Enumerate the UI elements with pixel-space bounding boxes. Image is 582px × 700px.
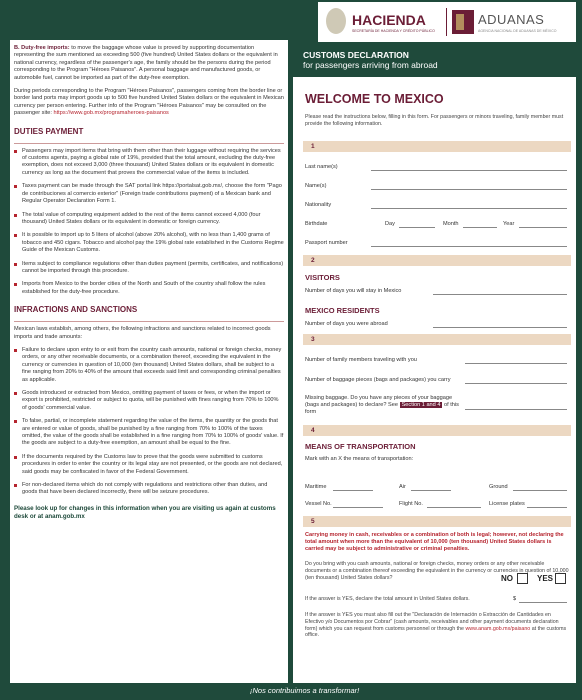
month-field[interactable] <box>463 227 497 228</box>
welcome-heading: WELCOME TO MEXICO <box>305 92 444 106</box>
section-4-number: 4 <box>311 427 315 434</box>
no-label: NO <box>501 574 513 583</box>
vessel-label: Vessel No. <box>305 501 332 507</box>
final-end: at the customs office. <box>305 625 567 639</box>
goods-after: of this form <box>305 402 459 415</box>
baggage-field[interactable] <box>465 383 567 384</box>
nationality-label: Nationality <box>305 202 332 208</box>
left-border <box>0 0 10 700</box>
final-link[interactable]: www.anam.gob.mx/paisano <box>465 625 531 632</box>
maritime-label: Maritime <box>305 484 327 490</box>
hacienda-logo <box>326 8 436 38</box>
duties-bullet: It is possible to import up to 5 liters of alcohol (above 20% alcohol), with no less than 1,400 grams of tobacco and 450 cigars. Tobacco and alcohol pay the 19% global rate established in the Customs Regime Guide of the Mexican Customs. <box>14 232 284 254</box>
section-1-number: 1 <box>311 143 315 150</box>
visitors-heading: VISITORS <box>305 273 340 282</box>
family-label: Number of family members traveling with you <box>305 357 417 363</box>
visitors-days-field[interactable] <box>433 294 567 295</box>
plates-label: License plates <box>489 501 525 507</box>
program-text: During periods corresponding to the Program "Héroes Paisanos", passengers coming from the border line or border land ports may import goods up to 500 five hundred United States dollars or the equivalent in Mexican currency per person entering. Further info of the Program "Héroes Paisanos" may be consulted on the passenger site: <box>14 88 284 117</box>
duties-bullet: Taxes payment can be made through the SAT portal link https://portalsat.gob.mx/, choose the form "Pago de contribuciones al comercio exterior" (Foreign trade contributions payment) of a Mexican bank and Regular Operator Declaration Form 1. <box>14 183 284 205</box>
duties-divider <box>14 143 284 144</box>
residents-days-label: Number of days you were abroad <box>305 321 388 327</box>
passport-field[interactable] <box>371 246 567 247</box>
duties-bullet: Items subject to compliance regulations other than duties payment (permits, certificates, and notifications) cannot be imported through this procedure. <box>14 261 284 276</box>
names-label: Name(s) <box>305 183 327 189</box>
duties-heading: DUTIES PAYMENT <box>14 126 84 136</box>
nationality-field[interactable] <box>371 208 567 209</box>
program-link[interactable]: https://www.gob.mx/programaheroes-paisanos <box>53 110 169 117</box>
air-label: Air <box>399 484 406 490</box>
right-border <box>576 0 582 700</box>
yes-checkbox[interactable] <box>555 573 566 584</box>
residents-heading: MEXICO RESIDENTS <box>305 306 380 315</box>
section-4-bar <box>303 425 571 436</box>
year-label: Year <box>503 221 515 227</box>
infractions-bullet: To false, partial, or incomplete statement regarding the value of the items, the quantity or the goods that are entered or value of goods, shall be punished by a fine ranging from 70% to 100% of the taxes omitted, the value of the goods shall be established in a fine ranging from 70% to 100% of goods' value. If the goods are subject to a duty-free exemption, an amount shall be equal to the fine. <box>14 418 284 448</box>
goods-label <box>305 395 465 416</box>
footer-slogan: ¡Nos contribuimos a transformar! <box>250 686 360 695</box>
infractions-divider <box>14 321 284 322</box>
section-2-bar <box>303 255 571 266</box>
aduanas-subtitle: AGENCIA NACIONAL DE ADUANAS DE MÉXICO <box>478 29 557 33</box>
amount-field[interactable] <box>519 602 567 603</box>
birthdate-label: Birthdate <box>305 221 328 227</box>
closing-note: Please look up for changes in this information when you are visiting us again at customs desk or at anam.gob.mx <box>14 504 276 520</box>
maritime-field[interactable] <box>333 490 373 491</box>
infractions-intro: Mexican laws establish, among others, the following infractions and sanctions related to incorrect goods imports and trade amounts: <box>14 326 271 340</box>
passport-label: Passport number <box>305 240 348 246</box>
dollar-sign: $ <box>513 596 517 602</box>
section-2-number: 2 <box>311 257 315 264</box>
dutyfree-title: B. Duty-free imports: <box>14 45 70 51</box>
land-label: Ground <box>489 484 508 490</box>
day-field[interactable] <box>399 227 435 228</box>
section-5-number: 5 <box>311 518 315 525</box>
family-field[interactable] <box>465 363 567 364</box>
transport-heading: MEANS OF TRANSPORTATION <box>305 442 416 451</box>
duties-bullet: The total value of computing equipment added to the rest of the items cannot exceed 4,000 (four thousand) United States dollars or its equivalent in domestic or foreign currency. <box>14 212 284 227</box>
infractions-bullet: Failure to declare upon entry to or exit from the country cash amounts, national or foreign checks, money orders, or any other receivable documents, or a combination thereof, exceeding the equivalent in the currency or currencies in question of 10,000 (ten thousand) United States dollars, shall be subject to a fine ranging from 20% to 40% of the amount that exceeds said limit and corresponding criminal penalties as applicable. <box>14 347 284 384</box>
final-text: If the answer is YES you must also fill out the "Declaración de Internación o Extracción de Cantidades en Efectivo y/o Documentos por Cobrar" (cash amounts, receivables and other payment documents declaration form) which you can request from customs personnel or through the <box>305 612 559 632</box>
hacienda-title: HACIENDA <box>352 12 426 28</box>
cash-warning: Carrying money in cash, receivables or a combination of both is legal; however, not declaring the total amount when more than the equivalent of 10,000 (ten thousand) United States dollars is carried may be subject to administrative or criminal penalties. <box>305 532 564 552</box>
aduanas-logo <box>452 8 572 38</box>
program-paragraph <box>14 88 284 118</box>
infractions-bullet: If the documents required by the Customs law to prove that the goods were submitted to customs procedures in order to enter the country or its legal stay are not presented, or the goods are not declared, said goods may be confiscated in favor of the Federal Government. <box>14 454 284 476</box>
vessel-field[interactable] <box>333 507 383 508</box>
form-title: CUSTOMS DECLARATION <box>303 50 409 60</box>
dutyfree-paragraph <box>14 45 284 82</box>
form-header <box>293 44 576 77</box>
baggage-label: Number of baggage pieces (bags and packages) you carry <box>305 377 451 383</box>
last-name-label: Last name(s) <box>305 164 338 170</box>
last-name-field[interactable] <box>371 170 567 171</box>
section-3-number: 3 <box>311 336 315 343</box>
air-field[interactable] <box>411 490 451 491</box>
names-field[interactable] <box>371 189 567 190</box>
final-instructions <box>305 612 570 639</box>
flight-label: Flight No. <box>399 501 423 507</box>
dutyfree-text: to move the baggage whose value is proved by supporting documentation representing the sum mentioned as exceeding 500 (five hundred) United States dollars or the equivalent in national currency, regardless of the passenger's age, the family should be the persons during the period corresponding to the Program "Héroes Paisanos". A personal baggage and manufactured goods, or automobile fuel, cannot be imported as part of the duty-free exemption. <box>14 45 278 81</box>
logo-bar <box>318 2 576 42</box>
infractions-bullet: Goods introduced or extracted from Mexico, omitting payment of taxes or fees, or when the import or export is prohibited, restricted or subject to quota, will be punished with fines ranging from 70% to 100% of goods' commercial value. <box>14 390 284 412</box>
flight-field[interactable] <box>427 507 481 508</box>
no-checkbox[interactable] <box>517 573 528 584</box>
section-3-bar <box>303 334 571 345</box>
infractions-heading: INFRACTIONS AND SANCTIONS <box>14 305 138 315</box>
form-subtitle: for passengers arriving from abroad <box>303 60 438 70</box>
day-label: Day <box>385 221 395 227</box>
bottom-band <box>0 683 582 700</box>
infractions-bullet: For non-declared items which do not comply with regulations and restrictions other than duties, and goods that have been declared incorrectly, there will be seizure procedures. <box>14 482 284 497</box>
visitors-days-label: Number of days you will stay in Mexico <box>305 288 402 294</box>
duties-bullet: Passengers may import items that bring with them other than their luggage without requiring the services of customs agents, paying a global rate of 19%, provided that the total amount, excluding the duty-free exemption, does not exceed 3,000 (three thousand) United States dollars or its equivalent in domestic currency as long as the document that proves the commercial value of the items is included. <box>14 148 284 178</box>
goods-highlight: Section 1 and 4 <box>401 402 441 408</box>
coat-of-arms-icon <box>326 8 346 34</box>
transport-instructions: Mark with an X the means of transportation: <box>305 456 414 462</box>
section-5-bar <box>303 516 571 527</box>
residents-days-field[interactable] <box>433 327 567 328</box>
land-field[interactable] <box>513 490 567 491</box>
cash-question: Do you bring with you cash amounts, national or foreign checks, money orders or any other receivable documents or a combination thereof exceeding the equivalent in the currency or currencies in question of 10,000 (ten thousand) United States dollars? <box>305 561 569 581</box>
hacienda-subtitle: SECRETARÍA DE HACIENDA Y CRÉDITO PÚBLICO <box>352 29 435 33</box>
year-field[interactable] <box>519 227 567 228</box>
amount-instructions: If the answer is YES, declare the total amount in United States dollars. <box>305 596 470 602</box>
month-label: Month <box>443 221 459 227</box>
aduanas-mark-accent <box>456 14 464 30</box>
section-1-bar <box>303 141 571 152</box>
aduanas-title: ADUANAS <box>478 12 545 27</box>
duties-bullet: Imports from Mexico to the border cities of the North and South of the country shall follow the rules established for the duty-free procedure. <box>14 281 284 296</box>
declaration-form <box>293 44 576 683</box>
goods-text: Missing baggage. Do you have any pieces of your baggage (bags and packages) to declare? <box>305 395 453 408</box>
yes-label: YES <box>537 574 554 583</box>
plates-field[interactable] <box>527 507 567 508</box>
form-intro: Please read the instructions below, filling in this form. For passengers or minors traveling, family member must provide the following information. <box>305 114 564 127</box>
logo-divider <box>446 8 447 36</box>
left-column <box>10 40 288 683</box>
goods-field[interactable] <box>465 409 567 410</box>
goods-see: See <box>388 402 398 408</box>
